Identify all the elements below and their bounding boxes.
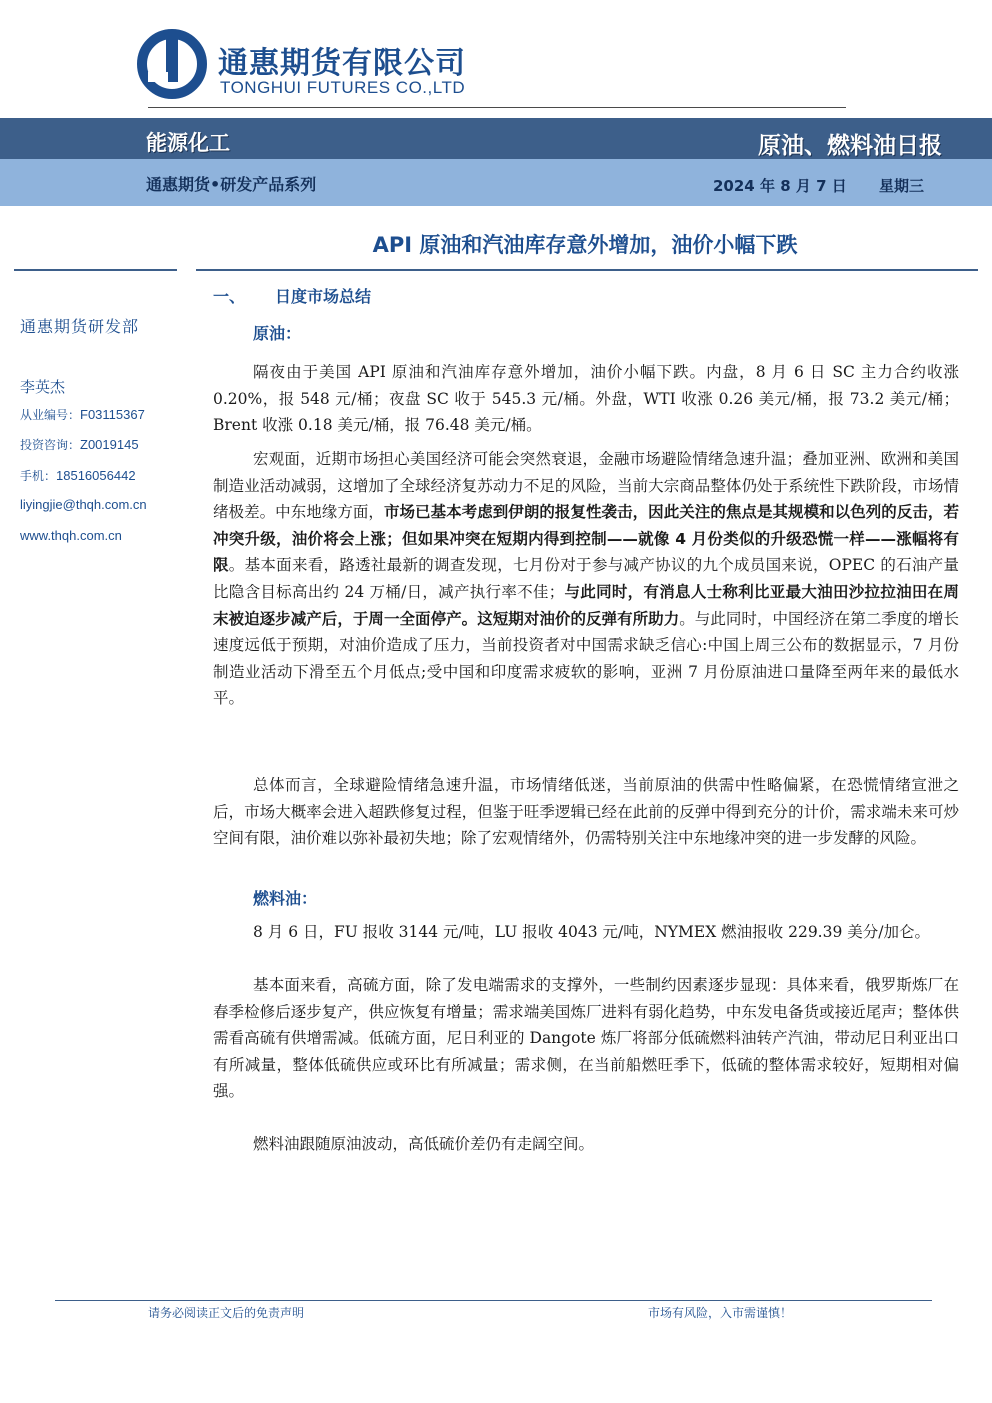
crude-heading: 原油：	[253, 324, 302, 343]
sector-label: 能源化工	[146, 131, 230, 155]
brand-name-cn: 通惠期货有限公司	[218, 46, 466, 81]
crude-paragraph-3: 总体而言，全球避险情绪急速升温，市场情绪低迷，当前原油的供需中性略偏紧，在恐慌情绪宣泄之后，市场大概率会进入超跌修复过程，但鉴于旺季逻辑已经在此前的反弹中得到充分的计价，需求端未来可炒空间有限，油价难以弥补最初失地；除了宏观情绪外，仍需特别关注中东地缘冲突的进一步发酵的风险。	[213, 776, 959, 848]
sidebar-website[interactable]: www.thqh.com.cn	[20, 528, 122, 543]
crude-paragraph-1: 隔夜由于美国 API 原油和汽油库存意外增加，油价小幅下跌。内盘，8 月 6 日 SC 主力合约收涨 0.20%，报 548 元/桶；夜盘 SC 收于 545.3 元/桶。外盘，WTI 收涨 0.26 美元/桶，报 73.2 美元/桶；Brent 收涨 0.18 美元/桶，报 76.48 美元/桶。	[213, 363, 959, 435]
crude-p2-bold-b: 市场已基本考虑到伊朗的报复性袭击，因此关注的焦点是其规模和以色列的反击，若冲突升级，油价将会上涨；但如果冲突在短期内得到控制——就像 4 月份类似的升级恐慌一样——涨幅将有限	[213, 503, 959, 575]
license-value: F03115367	[80, 407, 145, 422]
brand-name-en: TONGHUI FUTURES CO.,LTD	[220, 78, 466, 97]
footer-risk-note: 市场有风险，入市需谨慎！	[648, 1306, 793, 1320]
report-headline: API 原油和汽油库存意外增加，油价小幅下跌	[372, 233, 798, 257]
fuel-paragraph-1: 8 月 6 日，FU 报收 3144 元/吨，LU 报收 4043 元/吨，NYMEX 燃油报收 229.39 美分/加仑。	[253, 923, 930, 941]
report-weekday: 星期三	[879, 177, 925, 195]
crude-p2-part-c: 。基本面来看，路透社最新的调查发现，七月份对于参与减产协议的九个成员国来说，OPEC 的石油产量比隐含目标高出约 24 万桶/日，减产执行率不佳；	[213, 556, 959, 601]
footer-disclaimer: 请务必阅读正文后的免责声明	[148, 1306, 305, 1320]
crude-paragraph-2	[213, 446, 959, 712]
license-label: 从业编号：	[20, 408, 81, 422]
fuel-heading: 燃料油：	[253, 889, 318, 908]
consult-value: Z0019145	[80, 437, 139, 452]
report-date: 2024 年 8 月 7 日	[713, 177, 847, 195]
sidebar-analyst: 李英杰	[20, 378, 66, 396]
crude-p2-part-e: 。与此同时，中国经济在第二季度的增长速度远低于预期，对油价造成了压力，当前投资者对中国需求缺乏信心:中国上周三公布的数据显示，7 月份制造业活动下滑至五个月低点;受中国和印度需求疲软的影响，亚洲 7 月份原油进口量降至两年来的最低水平。	[213, 609, 959, 708]
sidebar-consult	[20, 436, 139, 453]
fuel-paragraph-2: 基本面来看，高硫方面，除了发电端需求的支撑外，一些制约因素逐步显现：具体来看，俄罗斯炼厂在春季检修后逐步复产，供应恢复有增量；需求端美国炼厂进料有弱化趋势，中东发电备货或接近尾声；整体供需看高硫有供增需减。低硫方面，尼日利亚的 Dangote 炼厂将部分低硫燃料油转产汽油，带动尼日利亚出口有所减量，整体低硫供应或环比有所减量；需求侧，在当前船燃旺季下，低硫的整体需求较好，短期相对偏强。	[213, 976, 959, 1101]
section-title: 日度市场总结	[275, 287, 372, 306]
header-divider	[148, 107, 846, 108]
section-number: 一、	[213, 287, 246, 306]
sidebar-phone	[20, 467, 136, 484]
fuel-paragraph-3: 燃料油跟随原油波动，高低硫价差仍有走阔空间。	[253, 1135, 595, 1153]
sidebar-license	[20, 406, 145, 423]
sidebar-divider	[14, 269, 177, 271]
tonghui-logo-icon	[136, 28, 208, 100]
main-divider	[196, 269, 978, 271]
sidebar-email[interactable]: liyingjie@thqh.com.cn	[20, 497, 147, 512]
sidebar-department: 通惠期货研发部	[20, 317, 140, 336]
report-type-label: 原油、燃料油日报	[758, 133, 942, 159]
phone-value: 18516056442	[56, 468, 136, 483]
crude-p2-part-a: 宏观面，近期市场担心美国经济可能会突然衰退，金融市场避险情绪急速升温；叠加亚洲、欧洲和美国制造业活动减弱，这增加了全球经济复苏动力不足的风险，当前大宗商品整体仍处于系统性下跌阶段，市场情绪极差。中东地缘方面，	[213, 450, 959, 522]
crude-p2-bold-d: 与此同时，有消息人士称利比亚最大油田沙拉拉油田在周末被迫逐步减产后，于周一全面停产。这短期对油价的反弹有所助力	[213, 582, 959, 628]
series-label: 通惠期货•研发产品系列	[146, 175, 317, 194]
footer-divider	[55, 1300, 932, 1301]
phone-label: 手机：	[20, 469, 57, 483]
consult-label: 投资咨询：	[20, 438, 81, 452]
section-heading	[213, 284, 371, 307]
